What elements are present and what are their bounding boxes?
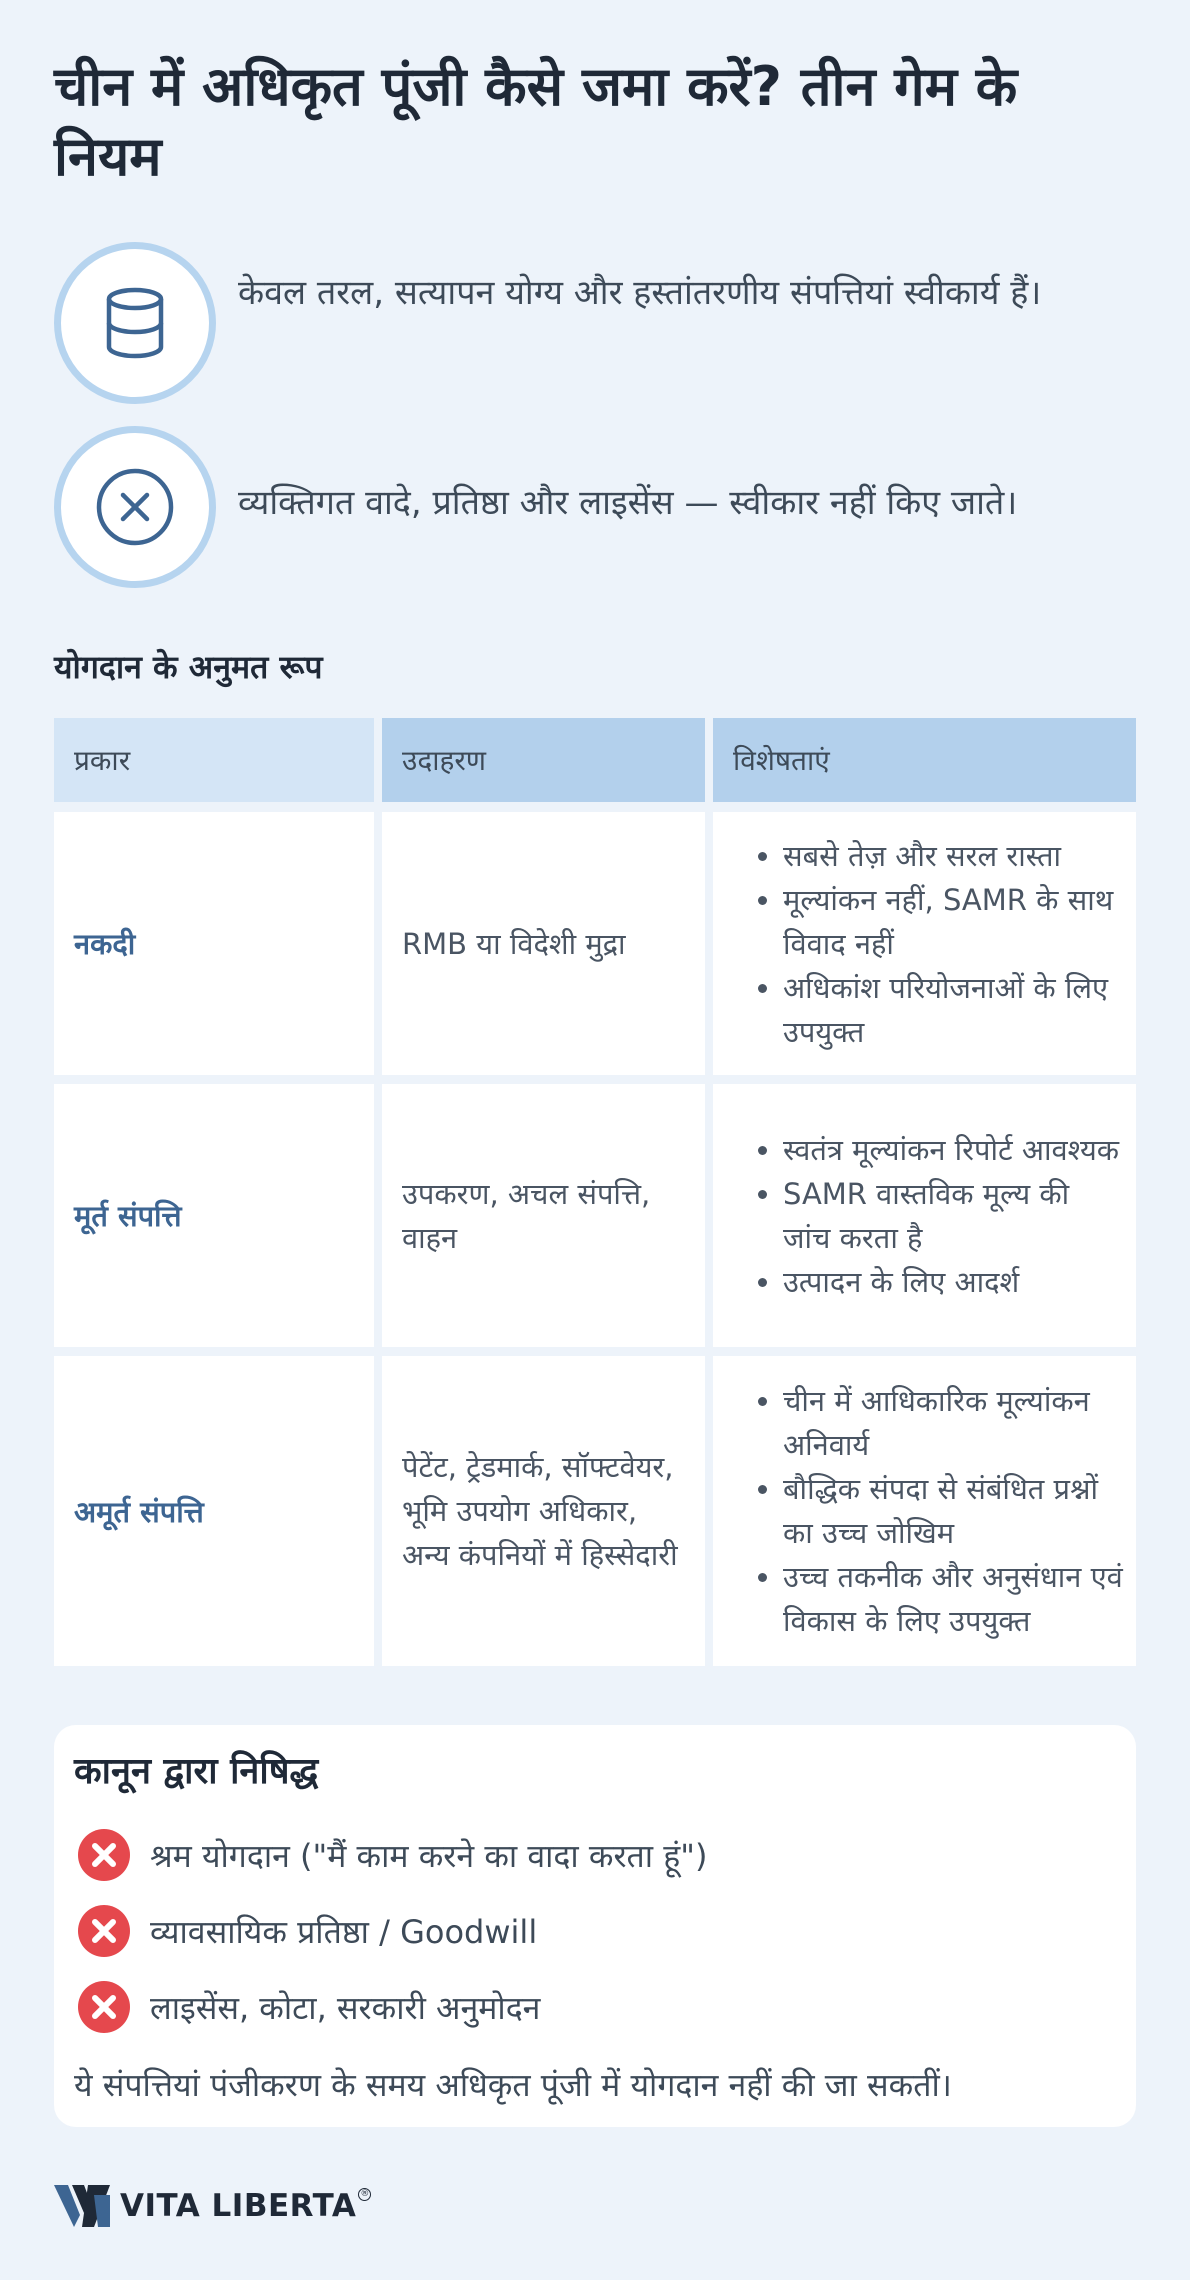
page-title: चीन में अधिकृत पूंजी कैसे जमा करें? तीन गेम के नियम xyxy=(54,55,1018,188)
list-item: • चीन में आधिकारिक मूल्यांकन अनिवार्य xyxy=(783,1379,1124,1467)
list-item: • बौद्धिक संपदा से संबंधित प्रश्नों का उच्च जोखिम xyxy=(783,1467,1124,1555)
prohibited-item-labour xyxy=(78,1829,707,1881)
type-label: नकदी xyxy=(74,927,136,961)
feature-text: केवल तरल, सत्यापन योग्य और हस्तांतरणीय संपत्तियां स्वीकार्य हैं। xyxy=(238,273,1042,313)
table-row-tangible-type xyxy=(54,1084,374,1347)
table-row-intangible-type xyxy=(54,1356,374,1666)
feature-liquid-assets xyxy=(54,242,1154,402)
table-row-cash-example xyxy=(382,812,705,1075)
list-item: • SAMR वास्तविक मूल्य की जांच करता है xyxy=(783,1172,1124,1260)
example-text: पेटेंट, ट्रेडमार्क, सॉफ्टवेयर, भूमि उपयोग अधिकार, अन्य कंपनियों में हिस्सेदारी xyxy=(402,1450,678,1572)
prohibited-item-text: श्रम योगदान ("मैं काम करने का वादा करता हूं") xyxy=(150,1836,708,1875)
feature-icon-ring xyxy=(54,242,216,404)
feature-text: व्यक्तिगत वादे, प्रतिष्ठा और लाइसेंस — स्वीकार नहीं किए जाते। xyxy=(238,483,1018,523)
example-text: उपकरण, अचल संपत्ति, वाहन xyxy=(402,1176,651,1255)
list-item: • मूल्यांकन नहीं, SAMR के साथ विवाद नहीं xyxy=(783,878,1124,966)
prohibited-note: ये संपत्तियां पंजीकरण के समय अधिकृत पूंजी में योगदान नहीं की जा सकतीं। xyxy=(74,2066,952,2104)
table-heading: योगदान के अनुमत रूप xyxy=(54,648,323,686)
prohibited-item-text: व्यावसायिक प्रतिष्ठा / Goodwill xyxy=(150,1912,538,1951)
feature-icon-ring xyxy=(54,426,216,588)
table-header-example: उदाहरण xyxy=(382,718,705,802)
type-label: मूर्त संपत्ति xyxy=(74,1199,182,1233)
table-row-intangible-example xyxy=(382,1356,705,1666)
prohibited-item-text: लाइसेंस, कोटा, सरकारी अनुमोदन xyxy=(150,1988,541,2027)
table-row-cash-features xyxy=(713,812,1136,1075)
type-label: अमूर्त संपत्ति xyxy=(74,1494,204,1529)
list-item: • स्वतंत्र मूल्यांकन रिपोर्ट आवश्यक xyxy=(783,1128,1124,1172)
table-row-intangible-features xyxy=(713,1356,1136,1666)
list-item: • अधिकांश परियोजनाओं के लिए उपयुक्त xyxy=(783,966,1124,1054)
prohibited-card xyxy=(54,1725,1136,2127)
red-x-icon xyxy=(78,1829,130,1881)
table-header-type: प्रकार xyxy=(54,718,374,802)
vita-liberta-logo-icon xyxy=(54,2185,110,2227)
red-x-icon xyxy=(78,1905,130,1957)
prohibited-item-goodwill xyxy=(78,1905,537,1957)
database-icon xyxy=(95,283,175,363)
red-x-icon xyxy=(78,1981,130,2033)
table-header-features: विशेषताएं xyxy=(713,718,1136,802)
list-item: • उत्पादन के लिए आदर्श xyxy=(783,1260,1124,1304)
example-text: RMB या विदेशी मुद्रा xyxy=(402,926,626,961)
brand-logo xyxy=(54,2184,371,2228)
feature-not-accepted xyxy=(54,426,1154,586)
brand-name: VITA LIBERTA xyxy=(120,2188,357,2224)
prohibited-item-licenses xyxy=(78,1981,540,2033)
prohibited-title: कानून द्वारा निषिद्ध xyxy=(74,1751,319,1792)
table-row-cash-type xyxy=(54,812,374,1075)
list-item: • उच्च तकनीक और अनुसंधान एवं विकास के लिए उपयुक्त xyxy=(783,1555,1124,1643)
list-item: • सबसे तेज़ और सरल रास्ता xyxy=(783,834,1124,878)
table-row-tangible-example xyxy=(382,1084,705,1347)
registered-mark: ® xyxy=(360,2189,370,2199)
table-row-tangible-features xyxy=(713,1084,1136,1347)
x-circle-icon xyxy=(95,467,175,547)
